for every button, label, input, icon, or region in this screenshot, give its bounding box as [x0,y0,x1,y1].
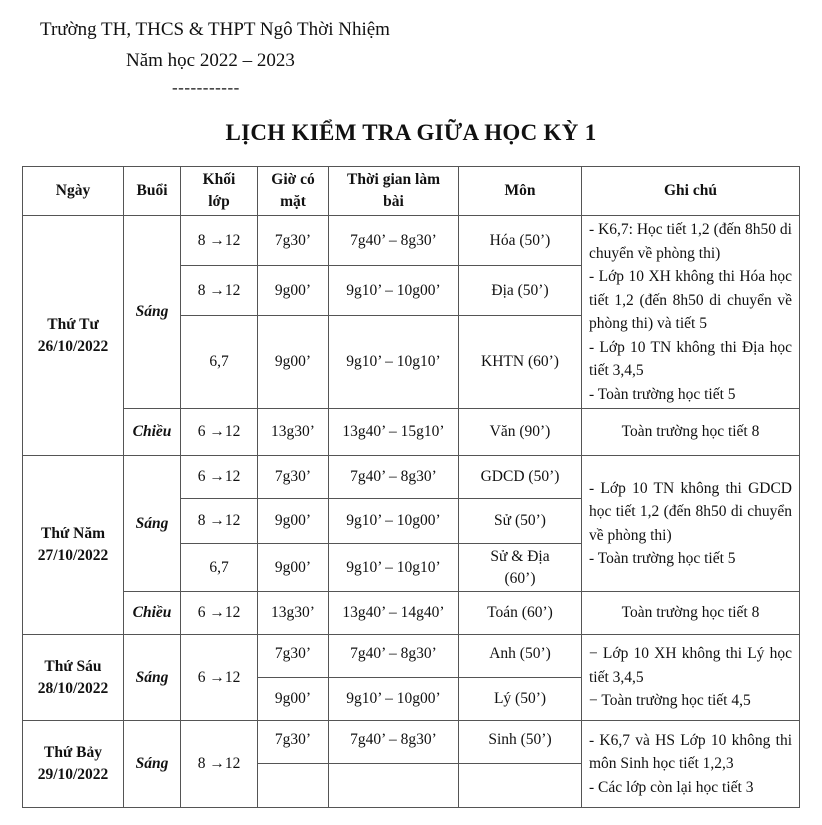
notes-cell [582,216,800,409]
arrive-cell: 9g00’ [258,266,329,316]
arrive-cell: 7g30’ [258,635,329,678]
subject-cell: Toán (60’) [459,592,582,635]
subject-cell: Sử (50’) [459,499,582,544]
table-row [23,721,800,764]
arrive-cell [258,764,329,808]
session-cell: Sáng [124,721,181,808]
notes-cell [582,721,800,808]
subject-cell: Văn (90’) [459,409,582,456]
col-header-session: Buổi [124,167,181,216]
time-cell: 7g40’ – 8g30’ [329,721,459,764]
col-header-notes: Ghi chú [582,167,800,216]
note-line: - Toàn trường học tiết 5 [589,550,736,567]
subject-cell: Hóa (50’) [459,216,582,266]
day-name: Thứ Năm [41,525,105,542]
day-cell [23,635,124,721]
day-name: Thứ Tư [47,315,99,333]
time-cell [329,764,459,808]
col-header-arrive: Giờ có mặt [258,167,329,216]
subject-cell: Địa (50’) [459,266,582,316]
grade-cell: 6 →12 [181,409,258,456]
grade-cell: 8 →12 [181,499,258,544]
table-row [23,635,800,678]
note-line: - K6,7: Học tiết 1,2 (đến 8h50 di chuyển về phòng thi) [589,221,792,262]
note-line: - Các lớp còn lại học tiết 3 [589,778,754,796]
session-cell: Sáng [124,635,181,721]
time-cell: 13g40’ – 15g10’ [329,409,459,456]
col-header-subject: Môn [459,167,582,216]
grade-cell: 6 →12 [181,635,258,721]
subject-line: (60’) [504,569,536,587]
table-row [23,592,800,635]
session-cell: Sáng [124,216,181,409]
school-name: Trường TH, THCS & THPT Ngô Thời Nhiệm [40,19,390,40]
table-header-row [23,167,800,216]
time-cell: 7g40’ – 8g30’ [329,635,459,678]
note-line: − Lớp 10 XH không thi Lý học tiết 3,4,5 [589,645,792,686]
subject-cell: Lý (50’) [459,678,582,721]
table-row [23,409,800,456]
grade-cell: 6 →12 [181,592,258,635]
day-date: 29/10/2022 [37,766,109,783]
page-title: LỊCH KIỂM TRA GIỮA HỌC KỲ 1 [225,120,597,145]
notes-cell: Toàn trường học tiết 8 [582,409,800,456]
exam-schedule-table [22,166,800,808]
time-cell: 9g10’ – 10g10’ [329,544,459,592]
day-name: Thứ Sáu [44,657,102,675]
subject-line: Sử & Địa [490,547,550,565]
arrive-cell: 13g30’ [258,592,329,635]
session-cell: Chiều [124,592,181,635]
session-cell: Sáng [124,456,181,592]
separator: ----------- [172,78,240,97]
time-cell: 7g40’ – 8g30’ [329,216,459,266]
day-date: 26/10/2022 [37,337,109,355]
session-cell: Chiều [124,409,181,456]
subject-cell [459,764,582,808]
note-line: - Lớp 10 TN không thi GDCD học tiết 1,2 (đến 8h50 di chuyển về phòng thi) [589,479,792,544]
note-line: - Lớp 10 XH không thi Hóa học tiết 1,2 (đến 8h50 di chuyển về phòng thi) và tiết 5 [589,268,792,332]
day-date: 27/10/2022 [37,547,109,564]
arrive-cell: 7g30’ [258,216,329,266]
day-cell [23,456,124,635]
notes-cell [582,456,800,592]
arrive-cell: 9g00’ [258,499,329,544]
arrive-cell: 9g00’ [258,678,329,721]
grade-cell: 6,7 [181,544,258,592]
day-date: 28/10/2022 [37,679,109,697]
day-cell [23,216,124,456]
note-line: - K6,7 và HS Lớp 10 không thi môn Sinh học tiết 1,2,3 [589,731,792,773]
table-row [23,456,800,499]
notes-cell: Toàn trường học tiết 8 [582,592,800,635]
subject-cell: GDCD (50’) [459,456,582,499]
arrive-cell: 7g30’ [258,721,329,764]
arrive-cell: 7g30’ [258,456,329,499]
grade-cell: 8 →12 [181,721,258,808]
subject-cell: Sinh (50’) [459,721,582,764]
col-header-duration: Thời gian làm bài [329,167,459,216]
col-header-day: Ngày [23,167,124,216]
notes-cell [582,635,800,721]
grade-cell: 6 →12 [181,456,258,499]
time-cell: 7g40’ – 8g30’ [329,456,459,499]
day-name: Thứ Bảy [44,744,102,761]
grade-cell: 8 →12 [181,266,258,316]
time-cell: 9g10’ – 10g00’ [329,678,459,721]
time-cell: 9g10’ – 10g00’ [329,266,459,316]
note-line: − Toàn trường học tiết 4,5 [589,692,751,710]
time-cell: 9g10’ – 10g00’ [329,499,459,544]
grade-cell: 8 →12 [181,216,258,266]
time-cell: 9g10’ – 10g10’ [329,316,459,409]
subject-cell: KHTN (60’) [459,316,582,409]
arrive-cell: 13g30’ [258,409,329,456]
school-year: Năm học 2022 – 2023 [126,50,295,71]
col-header-grade: Khối lớp [181,167,258,216]
subject-cell: Anh (50’) [459,635,582,678]
day-cell [23,721,124,808]
arrive-cell: 9g00’ [258,316,329,409]
grade-cell: 6,7 [181,316,258,409]
time-cell: 13g40’ – 14g40’ [329,592,459,635]
arrive-cell: 9g00’ [258,544,329,592]
subject-cell [459,544,582,592]
note-line: - Lớp 10 TN không thi Địa học tiết 3,4,5 [589,338,792,379]
note-line: - Toàn trường học tiết 5 [589,385,736,403]
table-row [23,216,800,266]
